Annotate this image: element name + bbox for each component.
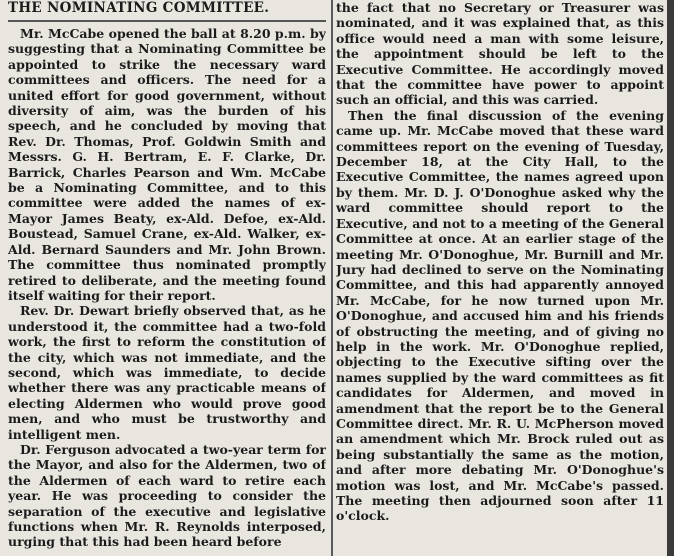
page-edge: [667, 0, 674, 556]
right-column: [336, 0, 664, 556]
paragraph: Rev. Dr. Dewart briefly observed that, as he understood it, the committee had a two-fold work, the first to reform the constitution of the city, which was not immediate, and the second, which was immediate, to decide whether there was any practicable means of electing Aldermen who would prove good men, and who must be trustworthy and intelligent men.: [8, 303, 326, 442]
paragraph: Mr. McCabe opened the ball at 8.20 p.m. by suggesting that a Nominating Committee be appointed to strike the necessary ward committees and officers. The need for a united effort for good government, without diversity of aim, was the burden of his speech, and he concluded by moving that Rev. Dr. Thomas, Prof. Goldwin Smith and Messrs. G. H. Bertram, E. F. Clarke, Dr. Barrick, Charles Pearson and Wm. McCabe be a Nominating Committee, and to this committee were added the names of ex-Mayor James Beaty, ex-Ald. Defoe, ex-Ald. Boustead, Samuel Crane, ex-Ald. Walker, ex-Ald. Bernard Saunders and Mr. John Brown. The committee thus nominated promptly retired to deliberate, and the meeting found itself waiting for their report.: [8, 26, 326, 303]
column-divider: [331, 0, 333, 556]
paragraph: Then the final discussion of the evening came up. Mr. McCabe moved that these ward committees report on the evening of Tuesday, December 18, at the City Hall, to the Executive Committee, the names agreed upon by them. Mr. D. J. O'Donoghue asked why the ward committee should report to the Executive, and not to a meeting of the General Committee at once. At an earlier stage of the meeting Mr. O'Donoghue, Mr. Burnill and Mr. Jury had declined to serve on the Nominating Committee, and this had apparently annoyed Mr. McCabe, for he now turned upon Mr. O'Donoghue, and accused him and his friends of obstructing the meeting, and of giving no help in the work. Mr. O'Donoghue replied, objecting to the Executive sifting over the names supplied by the ward committees as fit candidates for Aldermen, and moved in amendment that the report be to the General Committee direct. Mr. R. U. McPherson moved an amendment which Mr. Brock ruled out as being substantially the same as the motion, and after more debating Mr. O'Donoghue's motion was lost, and Mr. McCabe's passed. The meeting then adjourned soon after 11 o'clock.: [336, 107, 664, 524]
paragraph: Dr. Ferguson advocated a two-year term for the Mayor, and also for the Aldermen, two of the Aldermen of each ward to retire each year. He was proceeding to consider the separation of the executive and legislative functions when Mr. R. Reynolds interposed, urging that this had been heard before: [8, 441, 326, 550]
paragraph: the fact that no Secretary or Treasurer was nominated, and it was explained that, as this office would need a man with some leisure, the appointment should be left to the Executive Committee. He accordingly moved that the committee have power to appoint such an official, and this was carried.: [336, 0, 664, 108]
left-column: [8, 0, 326, 556]
heading-rule: [8, 20, 326, 22]
article-heading: THE NOMINATING COMMITTEE.: [8, 0, 270, 16]
